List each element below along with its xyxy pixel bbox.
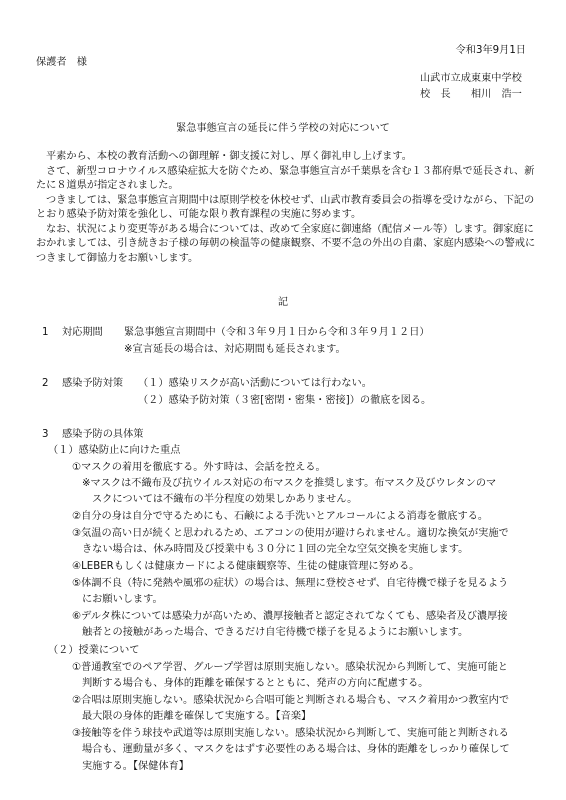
measure-line: スクについては不織布の半分程度の効果しかありません。 — [92, 494, 358, 505]
section-2-number: 2 — [42, 378, 49, 389]
class-line: 実施する。【保健体育】 — [82, 761, 189, 772]
section-1-note: ※宣言延長の場合は、対応期間も延長されます。 — [124, 344, 346, 355]
section-3-label: 感染予防の具体策 — [62, 429, 144, 440]
intro-paragraph: なお、状況により変更等がある場合については、改めて全家庭に御連絡（配信メール等）します。御家庭におかれましては、引き続きお子様の毎朝の検温等の健康観察、不要不急の外出の自粛、家庭内感染への警戒につきまして御協力をお願いします。 — [36, 223, 536, 264]
measure-line: ②自分の身は自分で守るためにも、石鹸による手洗いとアルコールによる消毒を徹底する。 — [72, 511, 489, 522]
section-number: 1 — [42, 327, 49, 338]
document-date: 令和3年9月1日 — [455, 45, 526, 56]
school-name: 山武市立成東東中学校 — [420, 73, 522, 84]
subsection-heading: （１）感染防止に向けた重点 — [48, 445, 181, 456]
ki-heading: 記 — [277, 297, 289, 308]
measure-line: にお願いします。 — [82, 594, 163, 605]
measure-line: ※マスクは不織布及び抗ウイルス対応の布マスクを推奨します。布マスク及びウレタンのマ — [82, 478, 497, 489]
class-line: ③接触等を伴う球技や武道等は原則実施しない。感染状況から判断して、実施可能と判断される — [72, 728, 509, 739]
intro-text — [36, 150, 536, 266]
section-3-number: 3 — [42, 429, 49, 440]
intro-paragraph: さて、新型コロナウイルス感染症拡大を防ぐため、緊急事態宣言が千葉県を含む１３都府県で延長され、新たに８道県が指定されました。 — [36, 165, 535, 191]
section-2-item: （２）感染予防対策（３密[密閉・密集・密接]）の徹底を図る。 — [138, 395, 432, 406]
class-line: ①普通教室でのペア学習、グループ学習は原則実施しない。感染状況から判断して、実施可能と — [72, 662, 508, 673]
measure-line: ④LEBERもしくは健康カードによる健康観察等、生徒の健康管理に努める。 — [72, 561, 420, 572]
measure-line: ①マスクの着用を徹底する。外す時は、会話を控える。 — [72, 462, 326, 473]
class-line: 最大限の身体的距離を確保して実施する。【音楽】 — [82, 711, 312, 722]
recipient: 保護者 様 — [36, 57, 87, 68]
section-2-item: （１）感染リスクが高い活動については行わない。 — [138, 378, 372, 389]
class-line: ②合唱は原則実施しない。感染状況から合唱可能と判断される場合も、マスク着用かつ教室内で — [72, 695, 510, 706]
subsection-heading: （２）授業について — [48, 645, 140, 656]
section-2-label: 感染予防対策 — [62, 378, 124, 389]
principal-name: 校 長 相川 浩一 — [420, 89, 522, 100]
intro-paragraph: つきましては、緊急事態宣言期間中は原則学校を休校せず、山武市教育委員会の指導を受けながら、下記のとおり感染予防対策を強化し、可能な限り教育課程の実施に努めます。 — [36, 194, 535, 220]
class-line: 判断する場合も、身体的距離を確保するとともに、発声の方向に配慮する。 — [82, 678, 429, 689]
measure-line: ③気温の高い日が続くと思われるため、エアコンの使用が避けられません。適切な換気が実施で — [72, 528, 509, 539]
class-line: 場合も、運動量が多く、マスクをはずす必要性のある場合は、身体的距離をしっかり確保して — [82, 744, 510, 755]
section-1-label: 対応期間 — [62, 327, 103, 338]
section-1-text: 緊急事態宣言期間中（令和３年９月１日から令和３年９月１２日） — [124, 327, 430, 338]
section-1 — [42, 326, 48, 340]
measure-line: きない場合は、休み時間及び授業中も３０分に１回の完全な空気交換を実施します。 — [82, 544, 469, 555]
measure-line: ⑥デルタ株については感染力が高いため、濃厚接触者と認定されてなくても、感染者及び濃厚接 — [72, 611, 508, 622]
measure-line: 触者との接触があった場合、できるだけ自宅待機で様子を見るようにお願いします。 — [82, 627, 469, 638]
intro-paragraph: 平素から、本校の教育活動への御理解・御支援に対し、厚く御礼申し上げます。 — [46, 151, 412, 162]
document-title: 緊急事態宣言の延長に伴う学校の対応について — [176, 123, 390, 134]
measure-line: ⑤体調不良（特に発熱や風邪の症状）の場合は、無理に登校させず、自宅待機で様子を見るよう — [72, 578, 509, 589]
